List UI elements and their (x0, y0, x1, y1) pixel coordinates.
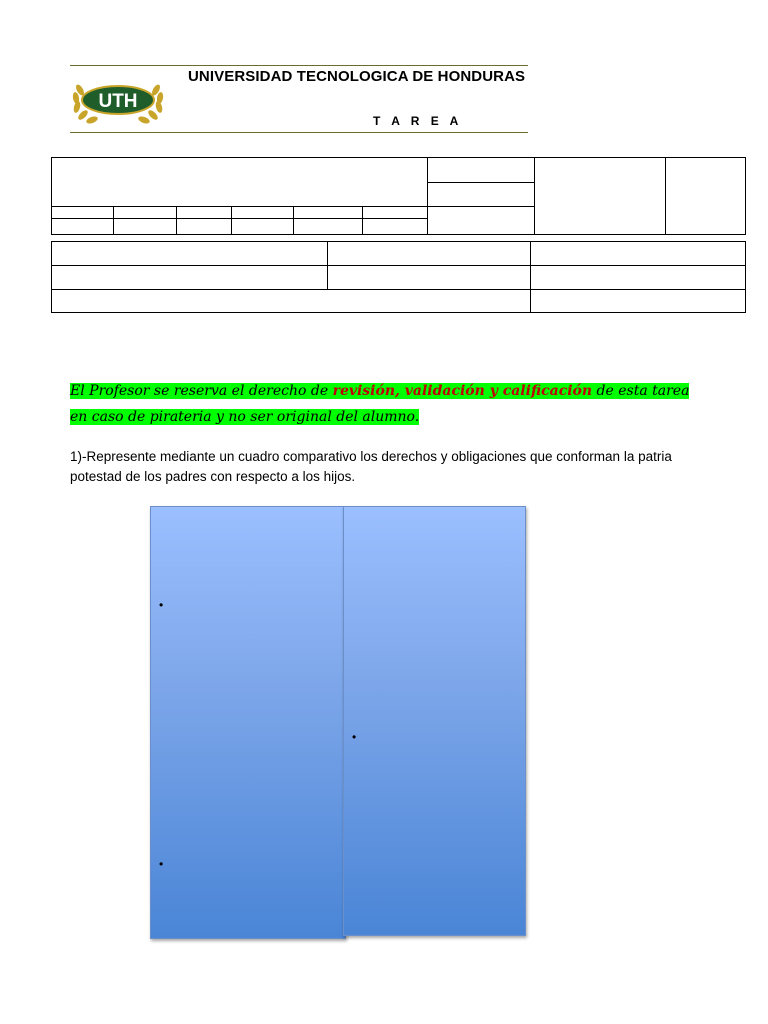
notice-after: de esta tarea en caso de pirateria y no ser original del alumno. (70, 383, 690, 425)
left-bullet-2: • (159, 857, 164, 871)
right-bullet-1: • (352, 730, 357, 744)
header-top-rule (70, 65, 528, 66)
notice-before: El Profesor se reserva el derecho de (70, 383, 333, 399)
table-top-outer (51, 157, 746, 235)
header-bottom-rule (70, 132, 528, 133)
university-title: UNIVERSIDAD TECNOLOGICA DE HONDURAS (188, 68, 526, 85)
document-type: T A R E A (373, 114, 463, 128)
logo-text: UTH (98, 91, 138, 112)
professor-notice (70, 378, 710, 430)
comparison-column-left (150, 506, 346, 939)
uth-logo (70, 76, 166, 124)
left-bullet-1: • (159, 598, 164, 612)
notice-emphasis: revisión, validación y calificación (332, 383, 593, 399)
question-1: 1)-Represente mediante un cuadro comparativo los derechos y obligaciones que conforman la patria potestad de los padres con respecto a los hijos. (70, 449, 672, 484)
table-bottom-outer (51, 241, 746, 313)
comparison-column-right (343, 506, 526, 936)
